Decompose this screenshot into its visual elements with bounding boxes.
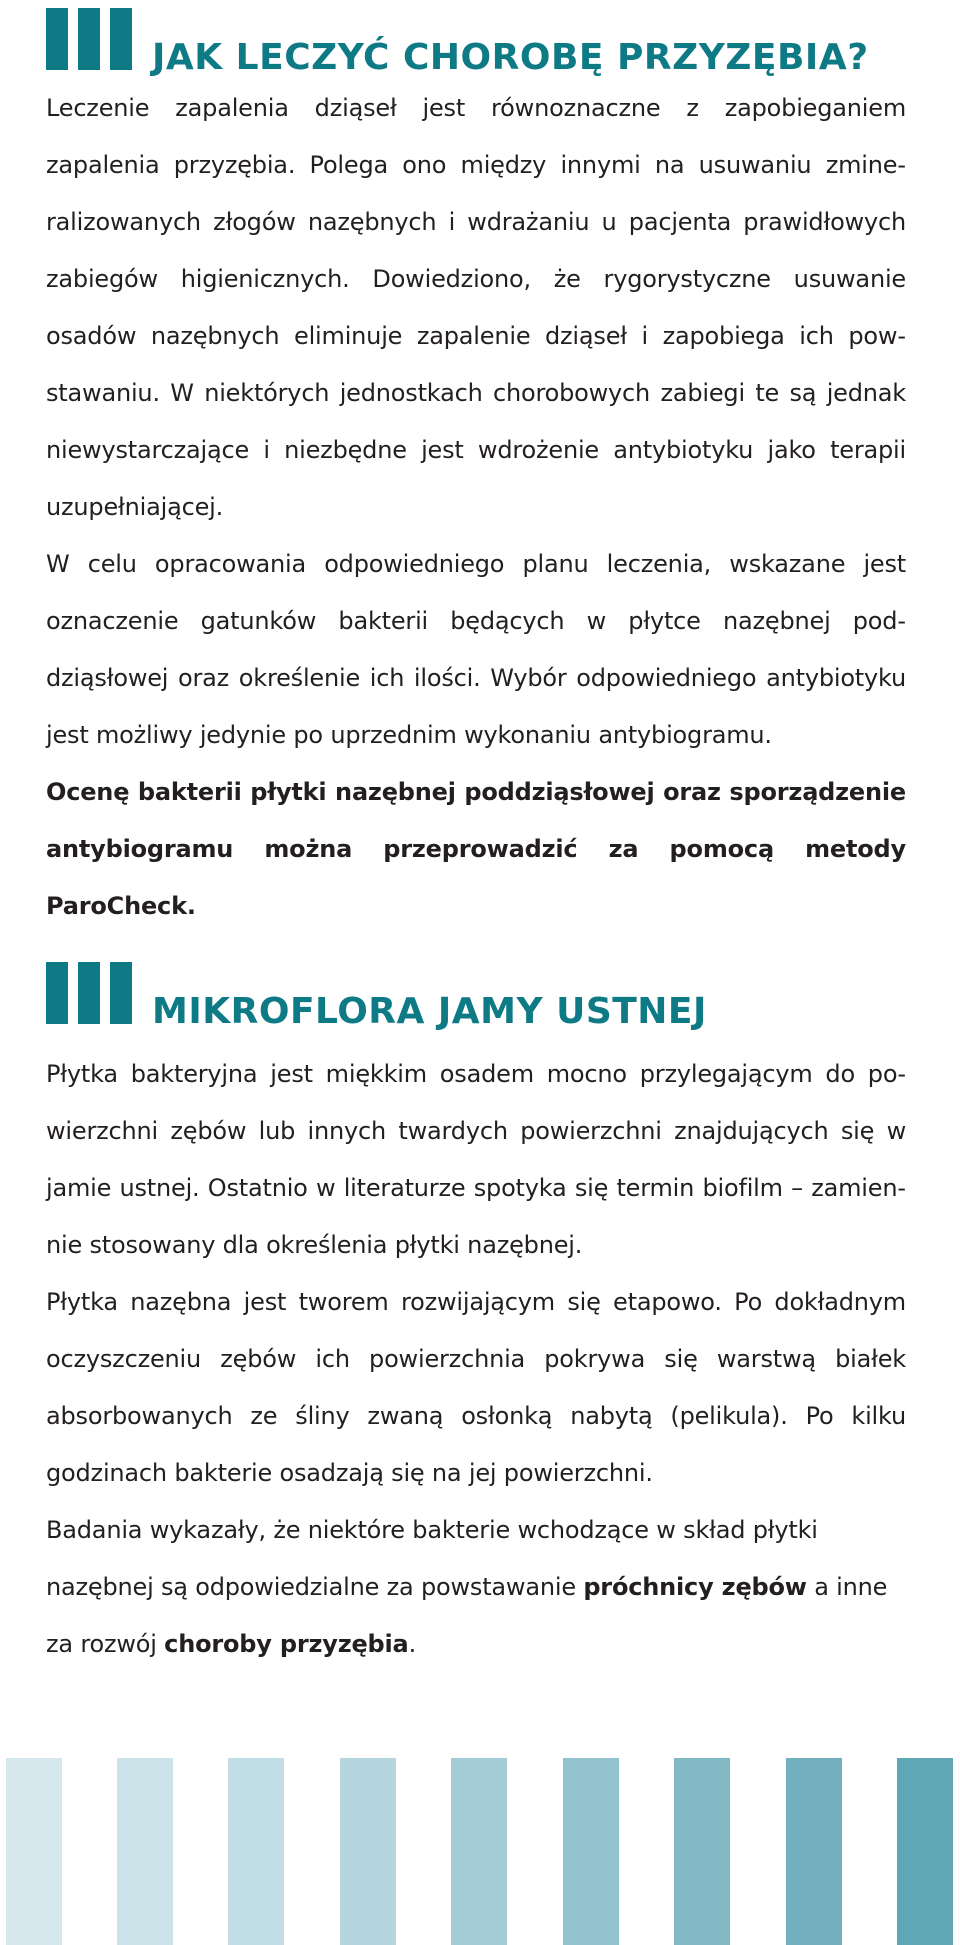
text-emphasis: próchnicy zębów: [583, 1573, 807, 1601]
paragraph: Leczenie zapalenia dziąseł jest równoznaczne z zapobieganiem zapalenia przyzębia. Polega ono między innymi na usuwaniu zmineralizowanych złogów nazębnych i wdrażaniu u pacjenta prawidłowych zabiegów higienicznych. Dowiedziono, że rygorystyczne usuwanie osadów nazębnych eliminuje zapalenie dziąseł i zapobiega ich powstawaniu. W niektórych jednostkach chorobowych zabiegi te są jednak niewystarczające i niezbędne jest wdrożenie antybiotyku jako terapii uzupełniającej.: [46, 94, 906, 521]
heading-bar: [46, 8, 68, 70]
stripe: [674, 1758, 730, 1945]
heading-bar: [110, 8, 132, 70]
section-title: JAK LECZYĆ CHOROBĘ PRZYZĘBIA?: [152, 37, 869, 78]
paragraph: W celu opracowania odpowiedniego planu leczenia, wskazane jest oznaczenie gatunków bakterii będących w płytce nazębnej poddziąsłowej oraz określenie ich ilości. Wybór odpowiedniego antybiotyku jest możliwy jedynie po uprzednim wykonaniu antybiogramu.: [46, 550, 906, 749]
decorative-stripes: [0, 1758, 960, 1945]
paragraph-emphasis: Ocenę bakterii płytki nazębnej poddziąsłowej oraz sporządzenie antybiogramu można przeprowadzić za pomocą metody ParoCheck.: [46, 778, 906, 920]
section-heading-microflora: [46, 962, 707, 1032]
paragraph: Płytka bakteryjna jest miękkim osadem mocno przylegającym do powierzchni zębów lub innych twardych powierzchni znajdujących się w jamie ustnej. Ostatnio w literaturze spotyka się termin biofilm – zamiennie stosowany dla określenia płytki nazębnej.: [46, 1060, 906, 1259]
stripe: [897, 1758, 953, 1945]
heading-bar: [46, 962, 68, 1024]
text-run: Badania wykazały, że niektóre bakterie wchodzące w skład płytki nazębnej są odpowiedzialne za powstawanie: [46, 1516, 818, 1601]
stripe: [6, 1758, 62, 1945]
heading-bar: [78, 962, 100, 1024]
section-body-microflora: [46, 1046, 906, 1673]
section-heading-treatment: [46, 8, 869, 78]
text-emphasis: choroby przyzębia: [164, 1630, 409, 1658]
stripe: [786, 1758, 842, 1945]
stripe: [228, 1758, 284, 1945]
heading-bar: [110, 962, 132, 1024]
section-body-treatment: [46, 80, 906, 935]
paragraph: Płytka nazębna jest tworem rozwijającym się etapowo. Po dokładnym oczyszczeniu zębów ich powierzchnia pokrywa się warstwą białek absorbowanych ze śliny zwaną osłonką nabytą (pelikula). Po kilku godzinach bakterie osadzają się na jej powierzchni.: [46, 1288, 906, 1487]
heading-bar: [78, 8, 100, 70]
heading-bars-decoration: [46, 962, 132, 1024]
paragraph: [46, 1502, 906, 1673]
text-run: a inne za rozwój: [46, 1573, 888, 1658]
stripe: [451, 1758, 507, 1945]
stripe: [117, 1758, 173, 1945]
heading-bars-decoration: [46, 8, 132, 70]
section-title: MIKROFLORA JAMY USTNEJ: [152, 991, 707, 1032]
stripe: [340, 1758, 396, 1945]
stripe: [563, 1758, 619, 1945]
text-run: .: [408, 1630, 416, 1658]
